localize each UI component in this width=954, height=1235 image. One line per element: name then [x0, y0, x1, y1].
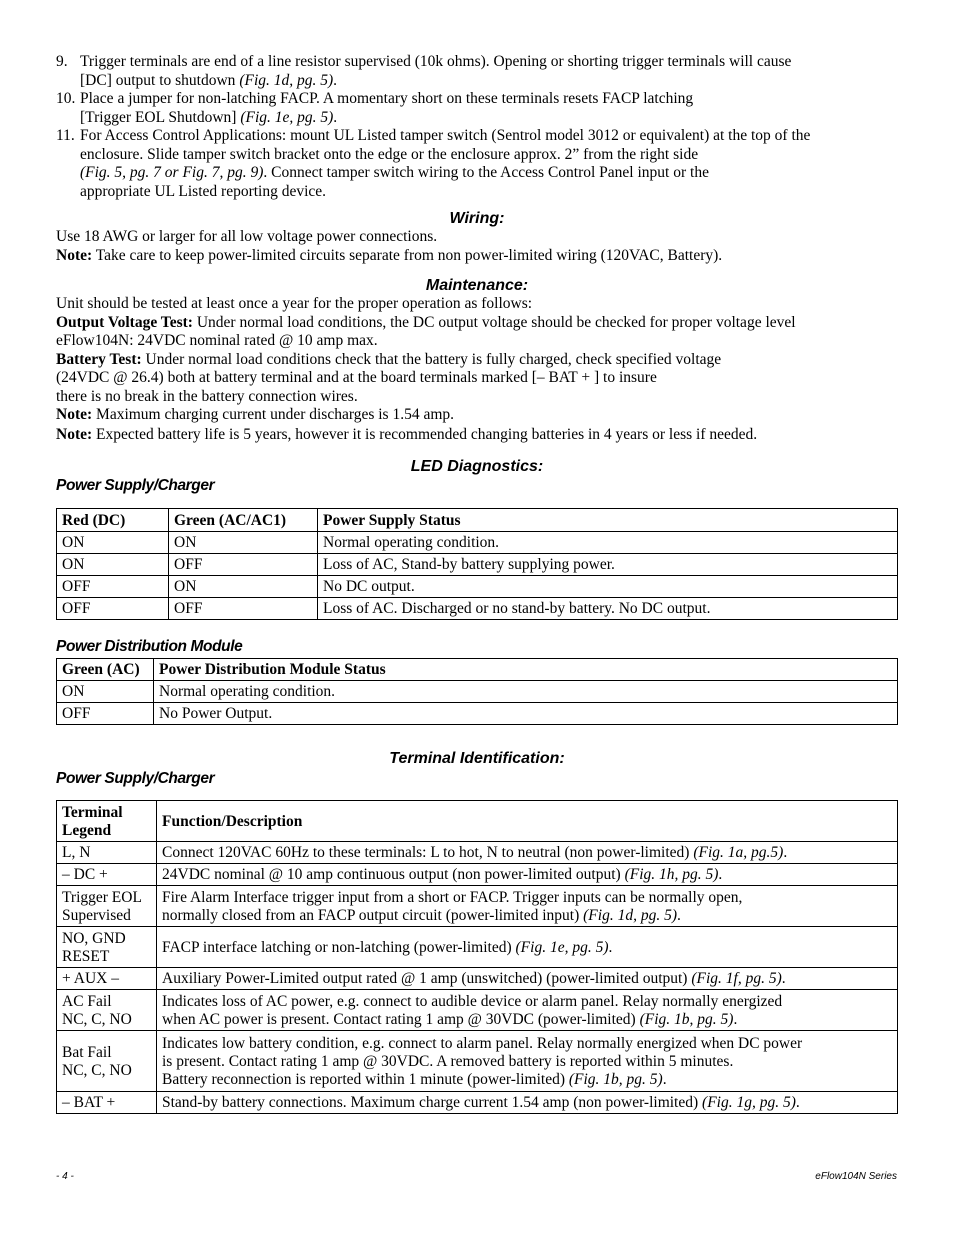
step-line: [DC] output to shutdown (Fig. 1d, pg. 5).	[80, 71, 338, 89]
table-cell: Loss of AC. Discharged or no stand-by battery. No DC output.	[318, 598, 898, 620]
table-row	[57, 842, 898, 864]
pdm-subheading: Power Distribution Module	[56, 638, 243, 655]
column-header: Function/Description	[157, 801, 898, 842]
figure-reference: (Fig. 1g, pg. 5)	[702, 1094, 796, 1111]
table-cell: ON	[169, 576, 318, 598]
table-cell: No DC output.	[318, 576, 898, 598]
table-cell: ON	[57, 554, 169, 576]
figure-reference: (Fig. 1h, pg. 5)	[624, 866, 719, 883]
install-step-10	[56, 90, 898, 127]
figure-reference: (Fig. 1b, pg. 5)	[639, 1010, 734, 1028]
table-cell: No Power Output.	[154, 703, 898, 725]
table-header-row	[57, 509, 898, 532]
table-header-row	[57, 801, 898, 842]
column-header: Power Supply Status	[318, 509, 898, 532]
manual-page	[56, 53, 898, 1114]
figure-reference: (Fig. 1d, pg. 5)	[239, 71, 334, 89]
terminal-description-cell: Stand-by battery connections. Maximum charge current 1.54 amp (non power-limited) (Fig. 1g, pg. 5).	[157, 1092, 898, 1114]
terminal-legend-cell: + AUX –	[57, 968, 157, 990]
step-line: appropriate UL Listed reporting device.	[80, 182, 327, 200]
table-row	[57, 1092, 898, 1114]
distribution-led-table	[56, 658, 898, 725]
install-step-11	[56, 127, 898, 201]
table-cell: ON	[57, 681, 154, 703]
figure-reference: (Fig. 1e, pg. 5)	[240, 108, 334, 126]
charging-note: Note: Maximum charging current under discharges is 1.54 amp.	[56, 406, 455, 423]
table-cell: OFF	[57, 703, 154, 725]
figure-reference: (Fig. 1e, pg. 5)	[515, 938, 609, 956]
table-cell: ON	[57, 532, 169, 554]
column-header: Terminal Legend	[57, 801, 157, 842]
step-line: For Access Control Applications: mount UL Listed tamper switch (Sentrol model 3012 or equivalent) at the top of the	[80, 127, 811, 144]
column-header: Power Distribution Module Status	[154, 659, 898, 681]
table-row	[57, 681, 898, 703]
figure-reference: (Fig. 1f, pg. 5)	[691, 970, 782, 987]
table-cell: OFF	[57, 598, 169, 620]
table-row	[57, 968, 898, 990]
battery-test: Battery Test: Under normal load conditions check that the battery is fully charged, check specified voltage	[56, 350, 722, 368]
step-line: [Trigger EOL Shutdown] (Fig. 1e, pg. 5).	[80, 108, 338, 126]
page-number: - 4 -	[56, 1171, 74, 1182]
table-cell: ON	[169, 532, 318, 554]
terminal-legend-cell: – DC +	[57, 864, 157, 886]
terminal-description-cell: Fire Alarm Interface trigger input from a short or FACP. Trigger inputs can be normally open, normally closed from an FACP output circuit (power-limited input) (Fig. 1d, pg. 5).	[157, 886, 898, 927]
wiring-text: Use 18 AWG or larger for all low voltage power connections.	[56, 228, 438, 245]
table-row	[57, 576, 898, 598]
terminal-description-cell: 24VDC nominal @ 10 amp continuous output (non power-limited output) (Fig. 1h, pg. 5).	[157, 864, 898, 886]
column-header: Red (DC)	[57, 509, 169, 532]
terminal-psc-subheading: Power Supply/Charger	[56, 770, 215, 787]
series-name: eFlow104N Series	[815, 1171, 897, 1182]
step-number: 11.	[56, 127, 75, 144]
output-voltage-spec: eFlow104N: 24VDC nominal rated @ 10 amp max.	[56, 332, 378, 349]
terminal-legend-cell: Trigger EOL Supervised	[57, 886, 157, 927]
battery-life-note: Note: Expected battery life is 5 years, however it is recommended changing batteries in 4 years or less if needed.	[56, 425, 758, 443]
figure-reference: (Fig. 1b, pg. 5)	[568, 1070, 663, 1088]
step-line: Place a jumper for non-latching FACP. A momentary short on these terminals resets FACP latching	[80, 90, 694, 107]
column-header: Green (AC/AC1)	[169, 509, 318, 532]
column-header: Green (AC)	[57, 659, 154, 681]
battery-test-line: (24VDC @ 26.4) both at battery terminal and at the board terminals marked [– BAT + ] to insure	[56, 369, 657, 386]
table-row	[57, 886, 898, 927]
table-row	[57, 1031, 898, 1092]
terminal-description-cell: Auxiliary Power-Limited output rated @ 1 amp (unswitched) (power-limited output) (Fig. 1f, pg. 5).	[157, 968, 898, 990]
terminal-identification-heading: Terminal Identification:	[389, 750, 565, 767]
maintenance-heading: Maintenance:	[425, 277, 529, 294]
wiring-note: Note: Take care to keep power-limited circuits separate from non power-limited wiring (120VAC, Battery).	[56, 246, 723, 264]
step-line: enclosure. Slide tamper switch bracket onto the edge or the enclosure approx. 2” from the right side	[80, 145, 699, 163]
install-step-9	[56, 53, 898, 90]
step-number: 9.	[56, 53, 68, 70]
wiring-heading: Wiring:	[449, 210, 505, 227]
table-row	[57, 554, 898, 576]
table-cell: Loss of AC, Stand-by battery supplying power.	[318, 554, 898, 576]
table-row	[57, 927, 898, 968]
table-row	[57, 703, 898, 725]
figure-reference: (Fig. 1d, pg. 5)	[583, 906, 677, 924]
table-cell: OFF	[169, 554, 318, 576]
table-header-row	[57, 659, 898, 681]
step-line: (Fig. 5, pg. 7 or Fig. 7, pg. 9). Connect tamper switch wiring to the Access Control Panel input or the	[80, 164, 709, 181]
battery-test-line: there is no break in the battery connection wires.	[56, 387, 358, 405]
terminal-description-cell: FACP interface latching or non-latching (power-limited) (Fig. 1e, pg. 5).	[157, 927, 898, 968]
step-number: 10.	[56, 90, 76, 107]
terminal-table	[56, 800, 898, 1114]
maintenance-intro: Unit should be tested at least once a year for the proper operation as follows:	[56, 295, 533, 312]
table-row	[57, 990, 898, 1031]
table-cell: Normal operating condition.	[318, 532, 898, 554]
terminal-description-cell: Connect 120VAC 60Hz to these terminals: L to hot, N to neutral (non power-limited) (Fig. 1a, pg.5).	[157, 842, 898, 864]
terminal-description-cell: Indicates loss of AC power, e.g. connect to audible device or alarm panel. Relay normally energized when AC power is present. Contact rating 1 amp @ 30VDC (power-limited) (Fig. 1b, pg. 5).	[157, 990, 898, 1031]
led-diagnostics-heading: LED Diagnostics:	[410, 458, 544, 475]
table-row	[57, 864, 898, 886]
table-row	[57, 532, 898, 554]
step-line: Trigger terminals are end of a line resistor supervised (10k ohms). Opening or shorting trigger terminals will cause	[80, 53, 792, 70]
output-voltage-test: Output Voltage Test: Under normal load conditions, the DC output voltage should be checked for proper voltage level	[56, 313, 796, 331]
table-cell: OFF	[169, 598, 318, 620]
terminal-legend-cell: NO, GND RESET	[57, 927, 157, 968]
terminal-legend-cell: L, N	[57, 842, 157, 864]
terminal-legend-cell: AC Fail NC, C, NO	[57, 990, 157, 1031]
table-cell: Normal operating condition.	[154, 681, 898, 703]
table-cell: OFF	[57, 576, 169, 598]
terminal-legend-cell: – BAT +	[57, 1092, 157, 1114]
terminal-description-cell: Indicates low battery condition, e.g. connect to alarm panel. Relay normally energized when DC power is present. Contact rating 1 amp @ 30VDC. A removed battery is reported within 5 minutes. Battery reconnection is reported within 1 minute (power-limited) (Fig. 1b, pg. 5).	[157, 1031, 898, 1092]
power-supply-led-table	[56, 508, 898, 620]
terminal-legend-cell: Bat Fail NC, C, NO	[57, 1031, 157, 1092]
figure-reference: (Fig. 1a, pg.5)	[693, 844, 784, 861]
table-row	[57, 598, 898, 620]
figure-reference: (Fig. 5, pg. 7 or Fig. 7, pg. 9)	[80, 164, 264, 181]
psc-subheading: Power Supply/Charger	[56, 477, 215, 494]
